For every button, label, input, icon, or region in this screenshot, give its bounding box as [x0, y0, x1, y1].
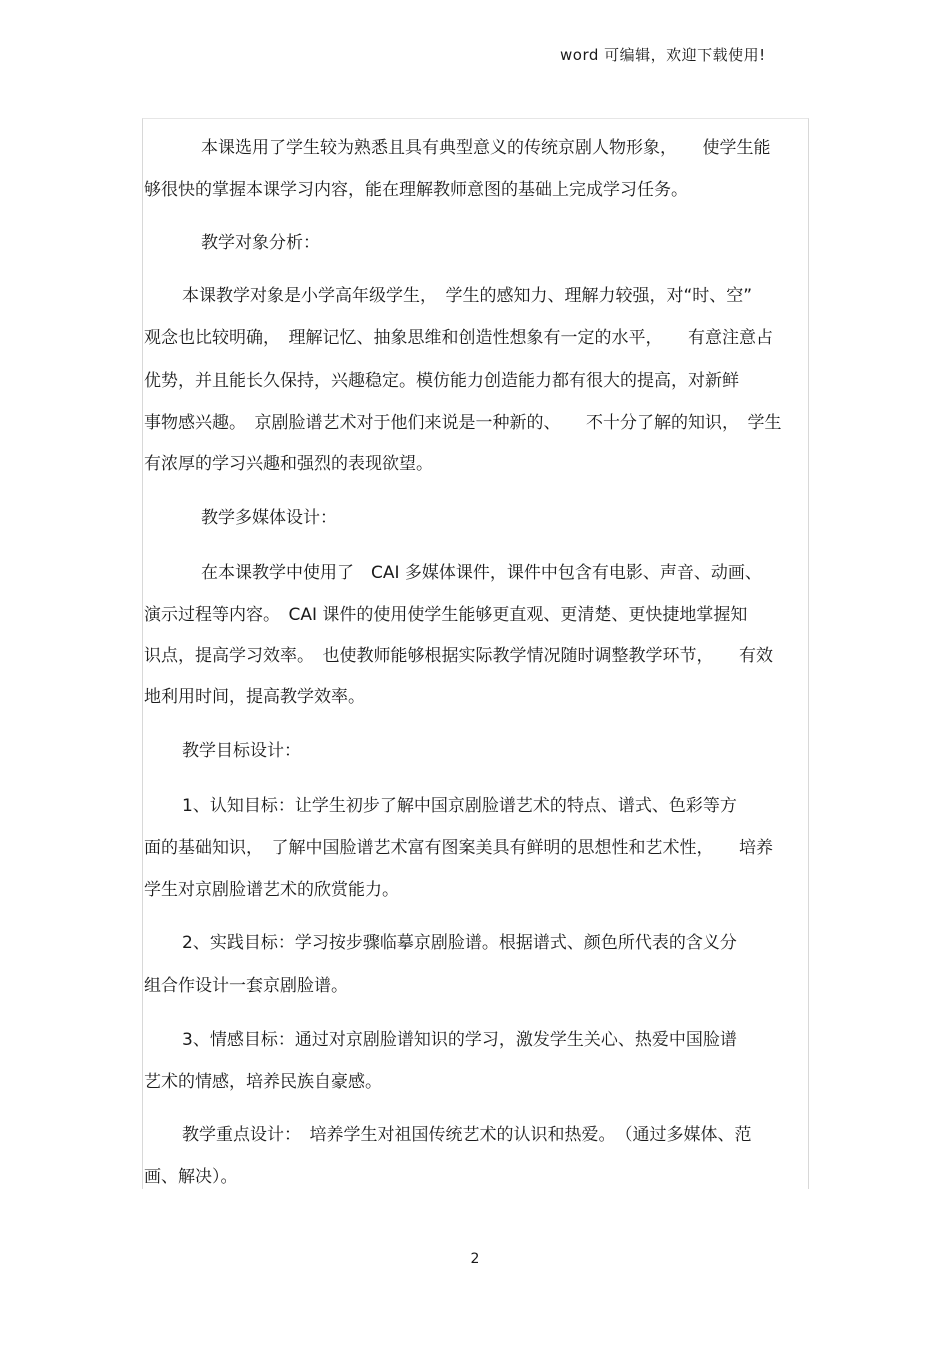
text-line: 优势，并且能长久保持，兴趣稳定。模仿能力创造能力都有很大的提高，对新鲜: [144, 371, 739, 391]
text-line: 有浓厚的学习兴趣和强烈的表现欲望。: [144, 454, 433, 474]
text-line: 2、实践目标：学习按步骤临摹京剧脸谱。根据谱式、颜色所代表的含义分: [182, 933, 737, 953]
text-line: 演示过程等内容。 CAI 课件的使用使学生能够更直观、更清楚、更快捷地掌握知: [144, 605, 748, 625]
text-line: 本课教学对象是小学高年级学生， 学生的感知力、理解力较强，对“时、空”: [182, 286, 753, 306]
text-line: 识点，提高学习效率。 也使教师能够根据实际教学情况随时调整教学环节， 有效: [144, 646, 773, 666]
text-line: 画、解决）。: [144, 1167, 238, 1187]
text-line: 学生对京剧脸谱艺术的欣赏能力。: [144, 880, 399, 900]
text-line: 1、认知目标：让学生初步了解中国京剧脸谱艺术的特点、谱式、色彩等方: [182, 796, 737, 816]
section-heading: 教学多媒体设计：: [201, 508, 337, 528]
page-number: 2: [470, 1251, 480, 1267]
text-line: 本课选用了学生较为熟悉且具有典型意义的传统京剧人物形象， 使学生能: [201, 138, 771, 158]
text-line: 够很快的掌握本课学习内容，能在理解教师意图的基础上完成学习任务。: [144, 180, 688, 200]
page-header: word 可编辑，欢迎下载使用!: [560, 46, 766, 64]
text-line: 教学重点设计： 培养学生对祖国传统艺术的认识和热爱。 （通过多媒体、范: [182, 1125, 752, 1145]
text-line: 事物感兴趣。 京剧脸谱艺术对于他们来说是一种新的、 不十分了解的知识， 学生: [144, 413, 782, 433]
text-line: 地利用时间，提高教学效率。: [144, 687, 365, 707]
section-heading: 教学对象分析：: [201, 233, 320, 253]
text-line: 在本课教学中使用了 CAI 多媒体课件，课件中包含有电影、声音、动画、: [201, 563, 762, 583]
text-line: 面的基础知识， 了解中国脸谱艺术富有图案美具有鲜明的思想性和艺术性， 培养: [144, 838, 773, 858]
section-heading: 教学目标设计：: [182, 741, 301, 761]
text-line: 观念也比较明确， 理解记忆、抽象思维和创造性想象有一定的水平， 有意注意占: [144, 328, 773, 348]
text-line: 组合作设计一套京剧脸谱。: [144, 976, 348, 996]
text-line: 艺术的情感，培养民族自豪感。: [144, 1072, 382, 1092]
text-line: 3、情感目标：通过对京剧脸谱知识的学习，激发学生关心、热爱中国脸谱: [182, 1030, 737, 1050]
